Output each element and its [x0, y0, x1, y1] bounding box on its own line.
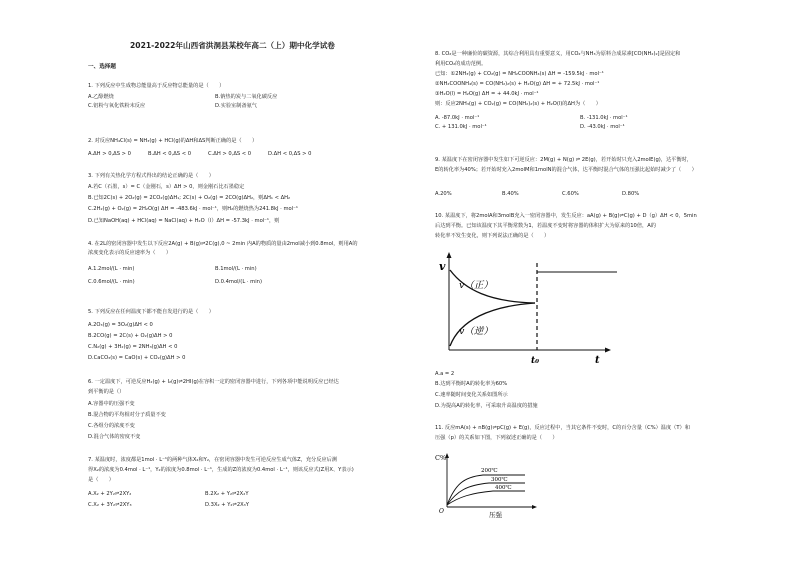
- curve-label-reverse: v（逆）: [459, 326, 493, 337]
- option: B.混合物的平均相对分子质量不变: [88, 412, 166, 418]
- option: A.若C（石墨，s）= C（金刚石，s）ΔH > 0，则金刚石比石墨稳定: [88, 184, 245, 190]
- option: D.ΔH < 0,ΔS > 0: [268, 151, 312, 157]
- y-axis-label: v: [439, 260, 446, 273]
- x-axis-label: t: [595, 355, 600, 366]
- option: D.3X₂ + Y₂⇌2X₃Y: [205, 502, 249, 508]
- option: B.1mol/(L · min): [215, 266, 257, 272]
- option: D.CaCO₃(s) = CaO(s) + CO₂(g)ΔH > 0: [88, 355, 186, 361]
- curve-300: [447, 483, 525, 505]
- option: C.铝粉与氧化铁粉末反应: [88, 103, 146, 109]
- option: C. + 131.0kJ · mol⁻¹: [435, 124, 487, 130]
- rate-time-graph: [435, 246, 620, 366]
- option: A.ΔH > 0,ΔS > 0: [88, 151, 131, 157]
- option: A.2O₃(g) = 3O₂(g)ΔH < 0: [88, 322, 153, 328]
- option: D. -43.0kJ · mol⁻¹: [580, 124, 625, 130]
- option: A. -87.0kJ · mol⁻¹: [435, 115, 480, 121]
- curve-label-forward: v（正）: [459, 280, 493, 291]
- option: B.达到平衡时A的转化率为60%: [435, 381, 508, 387]
- option: C.各组分的浓度不变: [88, 423, 135, 429]
- option: C.60%: [562, 191, 579, 197]
- y-arrow: [447, 252, 452, 258]
- curve-label-400: 400℃: [495, 485, 512, 491]
- option: A.乙醇燃烧: [88, 94, 114, 100]
- option: C.2H₂(g) + O₂(g) = 2H₂O(g) ΔH = -483.6kJ · mol⁻¹，则H₂的燃烧热为241.8kJ · mol⁻¹: [88, 206, 298, 212]
- page-title: 2021-2022年山西省洪洞县某校年高二（上）期中化学试卷: [130, 41, 335, 50]
- option: C.ΔH > 0,ΔS < 0: [208, 151, 252, 157]
- percent-pressure-graph: [433, 449, 543, 521]
- option: D.已知NaOH(aq) + HCl(aq) = NaCl(aq) + H₂O（l）ΔH = -57.3kJ · mol⁻¹，则: [88, 218, 280, 224]
- option: A.1.2mol/(L · min): [88, 266, 135, 272]
- option: B.钠热的炭与二氧化碳反应: [215, 94, 278, 100]
- option: A.X₂ + 2Y₂⇌2XY₂: [88, 491, 132, 497]
- option: D.80%: [622, 191, 640, 197]
- option: C.X₂ + 3Y₂⇌2XY₃: [88, 502, 132, 508]
- exam-page: 2021-2022年山西省洪洞县某校年高二（上）期中化学试卷 一、选择题 1. 下列反应中生成物总能量高于反应物总能量的是（ ） A.乙醇燃烧 B.钠热的炭与二氧化碳反应 C.铝粉与氧化铁粉末反应 D.实验室制备氨气 2. 对反应NH₄Cl(s) = NH₃(g) + HCl(g)的ΔH和ΔS判断正确的是（ ） A.ΔH > 0,ΔS > 0 B.ΔH < 0,ΔS < 0 C.ΔH > 0,ΔS < 0 D.ΔH < 0,ΔS > 0 3. 下列有关热化学方程式得出的结论正确的是（ ） A.若C（石墨，s）= C（金刚石，s）ΔH > 0，则金刚石比石墨稳定 B.已知2C(s) + 2O₂(g) = 2CO₂(g)ΔH₁; 2C(s) + O₂(g) = 2CO(g)ΔH₂，则ΔH₁ < ΔH₂ C.2H₂(g) + O₂(g) = 2H₂O(g) ΔH = -483.6kJ · mol⁻¹，则H₂的燃烧热为241.8kJ · mol⁻¹ D.已知NaOH(aq) + HCl(aq) = NaCl(aq) + H₂O（l）ΔH = -57.3kJ · mol⁻¹，则 4. 在2L的密闭容器中发生以下反应2A(g) + B(g)⇌2C(g),0 ~ 2min 内A的物质的量由2mol减小到0.8mol，则用A的 浓度变化表示的反应速率为（ ） A.1.2mol/(L · min) B.1mol/(L · min) C.0.6mol/(L · min) D.0.4mol/(L · min) 5. 下列反应在任何温度下都不能自发进行的是（ ） A.2O₃(g) = 3O₂(g)ΔH < 0 B.2CO(g) = 2C(s) + O₂(g)ΔH > 0 C.N₂(g) + 3H₂(g) = 2NH₃(g)ΔH < 0 D.CaCO₃(s) = CaO(s) + CO₂(g)ΔH > 0 6. 一定温度下，可逆反应H₂(g) + I₂(g)⇌2HI(g)在容积一定的密闭容器中进行，下列各项中能说明反应已经达 到平衡的是（） A.容器中的压强不变 B.混合物的平均相对分子质量不变 C.各组分的浓度不变 D.混合气体的密度不变 7. 某温度时，浓度都是1mol · L⁻¹的两种气体X₂和Y₂，在密闭容器中发生可逆反应生成气体Z，充分反应后测 得X₂的浓度为0.4mol · L⁻¹，Y₂的浓度为0.8mol · L⁻¹，生成的Z的浓度为0.4mol · L⁻¹，则该反应式(Z用X、Y表示) 是（ ） A.X₂ + 2Y₂⇌2XY₂ B.2X₂ + Y₂⇌2X₂Y C.X₂ + 3Y₂⇌2XY₃ D.3X₂ + Y₂⇌2X₃Y 8. CO₂是一种廉价的碳资源，其综合利用具有重要意义，用CO₂与NH₃为原料合成尿素[CO(NH₂)₂]是固定和 利用CO₂的成功范例。 已知：①2NH₃(g) + CO₂(g) = NH₂COONH₄(s) ΔH = -159.5kJ · mol⁻¹ ②NH₂COONH₄(s) = CO(NH₂)₂(s) + H₂O(g) ΔH = + 72.5kJ · mol⁻¹ ③H₂O(l) = H₂O(g) ΔH = + 44.0kJ · mol⁻¹ 则：反应2NH₃(g) + CO₂(g) = CO(NH₂)₂(s) + H₂O(l)的ΔH为（ ） A. -87.0kJ · mol⁻¹ B. -131.0kJ · mol⁻¹ C. + 131.0kJ · mol⁻¹ D. -43.0kJ · mol⁻¹ 9. 某温度下在密闭容器中发生如下可逆反应：2M(g) + N(g) ⇌ 2E(g)，若开始时只充入2molE(g)，达平衡时， E的转化率为40%；若开始时充入2molM和1molN的混合气体，达平衡时混合气体的压强比起始时减少了（ ） A.20% B.40% C.60% D.80% 10. 某温度下，将2molA和3molB充入一密闭容器中，发生反应：aA(g) + B(g)⇌C(g) + D（g）ΔH < 0，5min 后达到平衡。已知该温度下其平衡常数为1，若温度不变时将容器的体积扩大为原来的10倍，A的 转化率不发生变化，则下列说法正确的是（ ） v v（正） v（逆） t₀ t A.a = 2 B.达到平衡时A的转化率为60% C.速率随时间变化关系如图所示 D.为提高A的转化率，可采取升高温度的措施 11. 反应mA(s) + nB(g)⇌pC(g) + E(g)，反应过程中，当其它条件不变时，C的百分含量（C%）温度（T）和 压强（p）的关系如下图，下列叙述正确的是（ ） C% O 压强 200℃ 300℃ 400℃: [88, 41, 697, 519]
- option: A.20%: [435, 191, 452, 197]
- option: B. -131.0kJ · mol⁻¹: [580, 115, 628, 121]
- option: D.为提高A的转化率，可采取升高温度的措施: [435, 403, 538, 409]
- x-axis-label: 压强: [489, 511, 502, 519]
- option: B.已知2C(s) + 2O₂(g) = 2CO₂(g)ΔH₁; 2C(s) + O₂(g) = 2CO(g)ΔH₂，则ΔH₁ < ΔH₂: [88, 195, 291, 201]
- option: B.2CO(g) = 2C(s) + O₂(g)ΔH > 0: [88, 333, 173, 339]
- curve-200: [447, 475, 525, 505]
- option: C.速率随时间变化关系如图所示: [435, 392, 508, 398]
- option: A.容器中的压强不变: [88, 401, 135, 407]
- option: B.2X₂ + Y₂⇌2X₂Y: [205, 491, 249, 497]
- reverse-rate-curve: [450, 303, 535, 346]
- option: D.0.4mol/(L · min): [215, 279, 262, 285]
- x-arrow: [605, 348, 611, 353]
- section-heading: 一、选择题: [88, 64, 116, 70]
- option: D.实验室制备氨气: [215, 103, 257, 109]
- option: C.N₂(g) + 3H₂(g) = 2NH₃(g)ΔH < 0: [88, 344, 178, 350]
- curve-label-300: 300℃: [491, 477, 508, 483]
- option: B.40%: [502, 191, 519, 197]
- x-arrow: [532, 505, 537, 509]
- curve-label-200: 200℃: [481, 468, 498, 474]
- option: C.0.6mol/(L · min): [88, 279, 135, 285]
- option: D.混合气体的密度不变: [88, 434, 141, 440]
- y-axis-label: C%: [435, 454, 447, 462]
- x-tick-t0: t₀: [531, 356, 540, 366]
- option: A.a = 2: [435, 371, 455, 377]
- option: B.ΔH < 0,ΔS < 0: [148, 151, 192, 157]
- origin-label: O: [439, 508, 444, 515]
